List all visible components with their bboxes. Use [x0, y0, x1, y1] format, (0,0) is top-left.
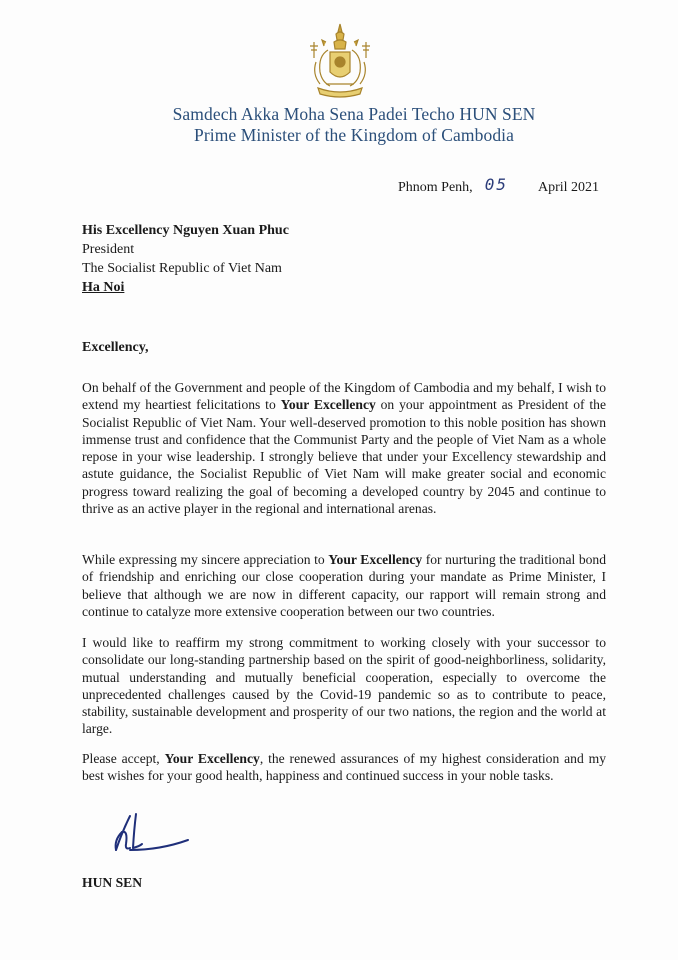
paragraph-4 [82, 750, 606, 785]
paragraph-4-emphasis: Your Excellency [164, 751, 260, 766]
dateline-day: 05 [484, 175, 508, 194]
paragraph-4-c: , the renewed assurances of my highest consideration and my best wishes for your good health, happiness and continued success in your noble tasks. [82, 751, 606, 784]
signatory-name: HUN SEN [82, 875, 143, 890]
paragraph-1 [82, 379, 606, 517]
paragraph-1-c: on your appointment as President of the Socialist Republic of Viet Nam. Your well-deserved promotion to this noble position has shown immense trust and confidence that the Communist Party and the people of Viet Nam as a whole repose in your wise leadership. I strongly believe that under your Excellency stewardship and astute guidance, the Socialist Republic of Viet Nam will make greater social and economic progress toward realizing the goal of becoming a developed country by 2045 and continue to thrive as an active player in the regional and international arenas. [82, 397, 606, 517]
royal-emblem-icon [306, 22, 374, 102]
paragraph-3: I would like to reaffirm my strong commitment to working closely with your successor to consolidate our long-standing partnership based on the spirit of good-neighborliness, solidarity, mutual understanding and mutually beneficial cooperation, especially to overcome the unprecedented challenges caused by the Covid-19 pandemic so as to contribute to peace, stability, sustainable development and prosperity of our two nations, the region and the world at large. [82, 635, 606, 737]
salutation: Excellency, [82, 340, 149, 355]
paragraph-2-emphasis: Your Excellency [328, 552, 423, 567]
recipient-address [82, 221, 289, 297]
dateline-city: Phnom Penh, [398, 180, 473, 195]
dateline [398, 176, 599, 196]
paragraph-2-a: While expressing my sincere appreciation to [82, 552, 329, 567]
recipient-country: The Socialist Republic of Viet Nam [82, 261, 282, 276]
recipient-title: President [82, 242, 135, 257]
handwritten-signature [100, 810, 196, 858]
dateline-month-year: April 2021 [537, 180, 600, 195]
paragraph-1-emphasis: Your Excellency [280, 397, 376, 413]
sender-name: Samdech Akka Moha Sena Padei Techo HUN SEN [172, 104, 536, 124]
paragraph-1-a: On behalf of the Government and people of the Kingdom of Cambodia and my behalf, I wish to extend my heartiest felicitations to [82, 380, 606, 413]
sender-title: Prime Minister of the Kingdom of Cambodia [193, 125, 515, 145]
recipient-city: Ha Noi [82, 280, 125, 295]
paragraph-2 [82, 551, 606, 620]
paragraph-4-a: Please accept, [82, 751, 165, 766]
recipient-name: His Excellency Nguyen Xuan Phuc [82, 223, 289, 238]
paragraph-2-c: for nurturing the traditional bond of friendship and enriching our close cooperation during your mandate as Prime Minister, I believe that although we are now in different capacity, our rapport will remain strong and continue to catalyze more extensive cooperation between our two countries. [82, 552, 607, 619]
